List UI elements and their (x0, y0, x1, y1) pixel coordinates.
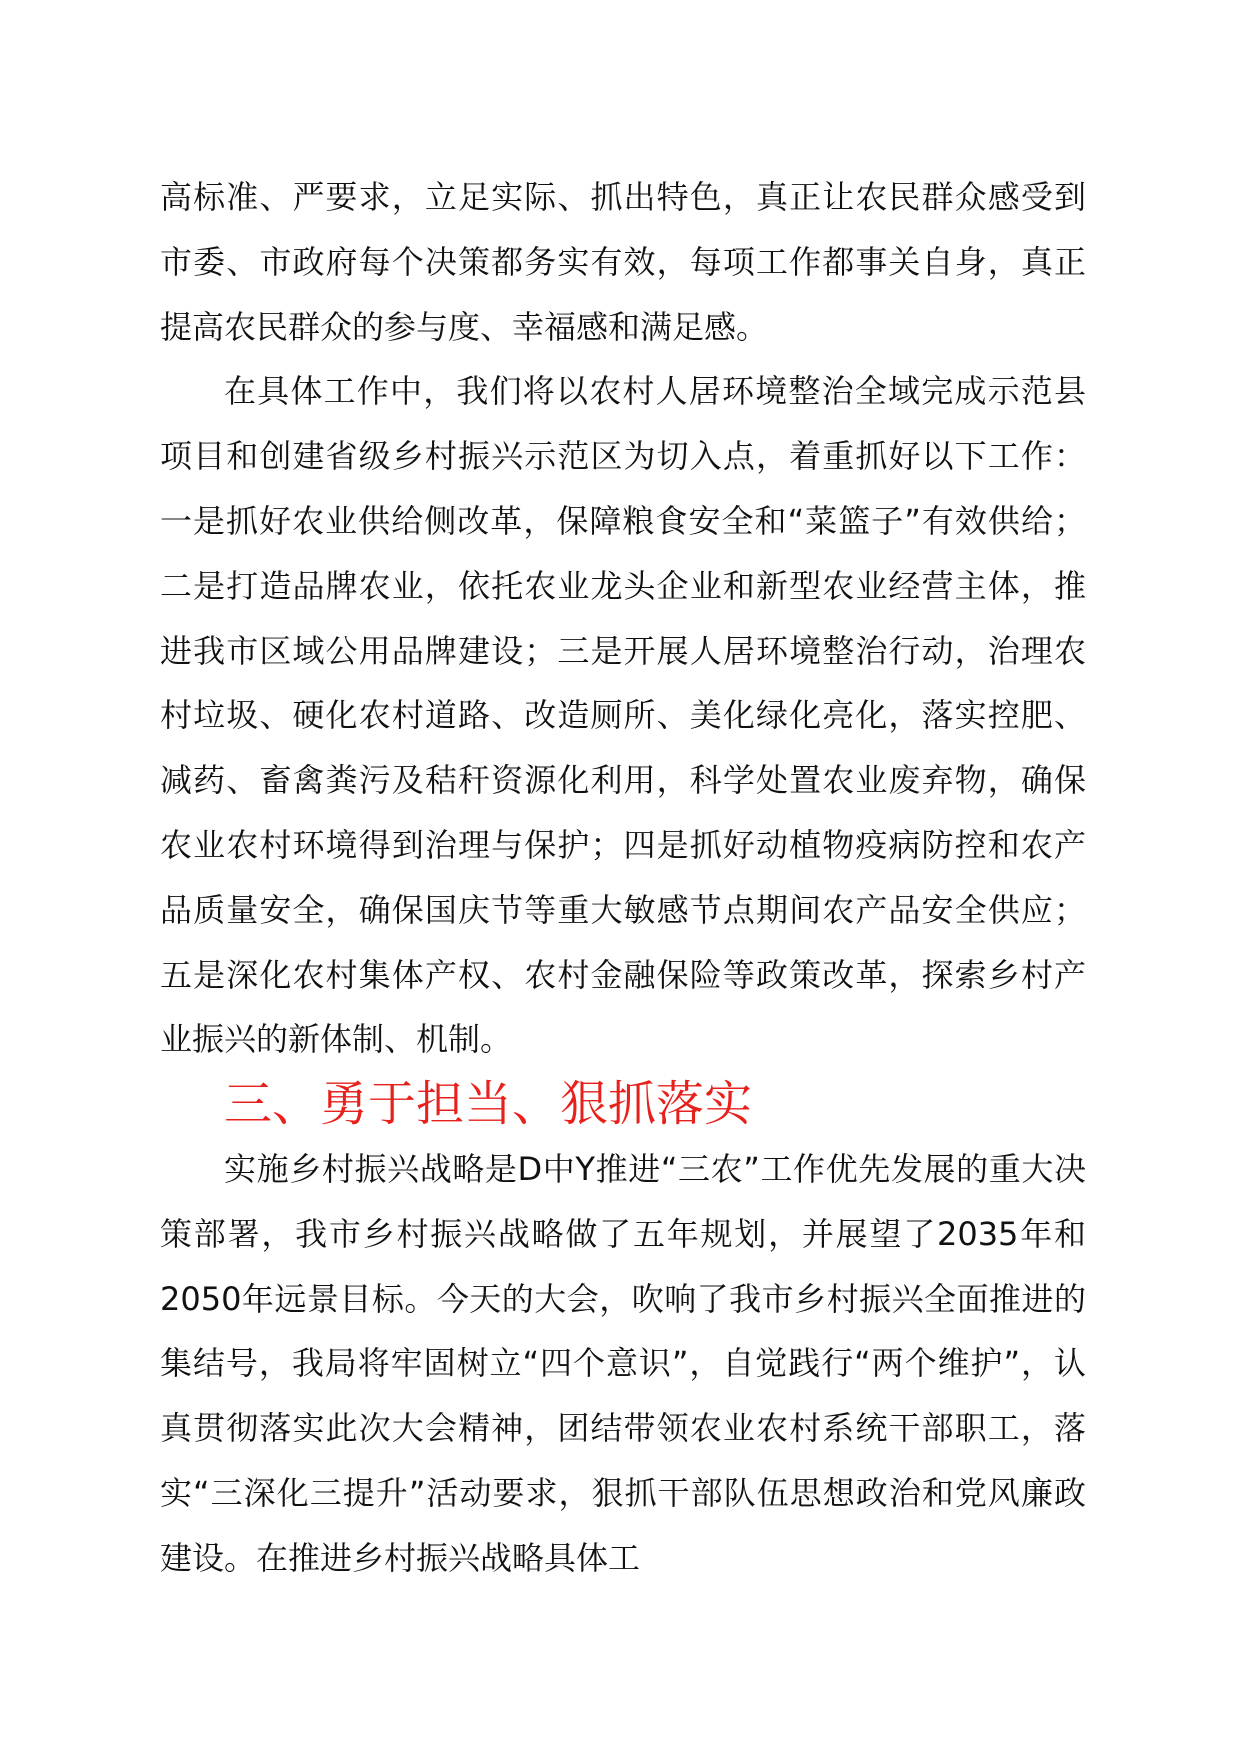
paragraph-continuation: 高标准、严要求，立足实际、抓出特色，真正让农民群众感受到市委、市政府每个决策都务实有效，每项工作都事关自身，真正提高农民群众的参与度、幸福感和满足感。 (160, 178, 1086, 346)
paragraph-specific-work: 在具体工作中，我们将以农村人居环境整治全域完成示范县项目和创建省级乡村振兴示范区为切入点，着重抓好以下工作：一是抓好农业供给侧改革，保障粮食安全和“菜篮子”有效供给；二是打造品牌农业，依托农业龙头企业和新型农业经营主体，推进我市区域公用品牌建设；三是开展人居环境整治行动，治理农村垃圾、硬化农村道路、改造厕所、美化绿化亮化，落实控肥、减药、畜禽粪污及秸秆资源化利用，科学处置农业废弃物，确保农业农村环境得到治理与保护；四是抓好动植物疫病防控和农产品质量安全，确保国庆节等重大敏感节点期间农产品安全供应；五是深化农村集体产权、农村金融保险等政策改革，探索乡村产业振兴的新体制、机制。 (160, 372, 1086, 1059)
document-body (160, 165, 1086, 1591)
section-heading: 三、勇于担当、狠抓落实 (224, 1076, 753, 1133)
paragraph-strategy: 实施乡村振兴战略是D中Y推进“三农”工作优先发展的重大决策部署，我市乡村振兴战略做了五年规划，并展望了2035年和2050年远景目标。今天的大会，吹响了我市乡村振兴全面推进的集结号，我局将牢固树立“四个意识”，自觉践行“两个维护”，认真贯彻落实此次大会精神，团结带领农业农村系统干部职工，落实“三深化三提升”活动要求，狠抓干部队伍思想政治和党风廉政建设。在推进乡村振兴战略具体工 (160, 1149, 1086, 1577)
